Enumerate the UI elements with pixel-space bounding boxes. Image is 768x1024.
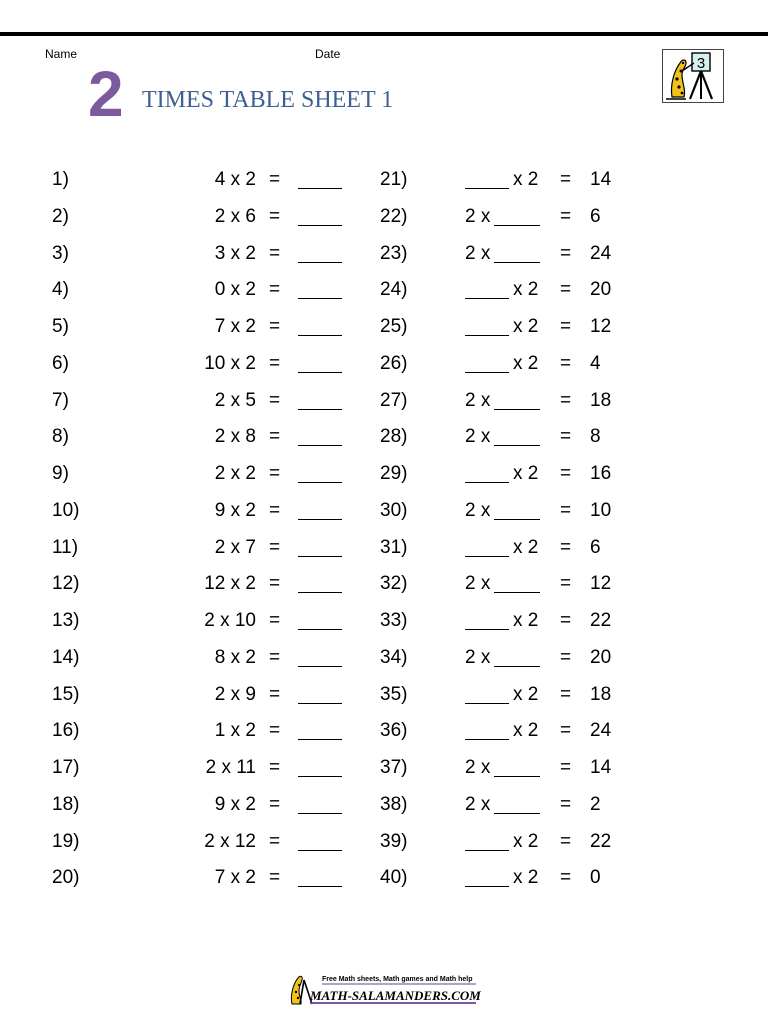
question-number: 19) xyxy=(52,830,80,852)
question-row xyxy=(52,493,422,530)
question-number: 22) xyxy=(380,205,408,227)
missing-factor-blank[interactable] xyxy=(465,613,509,630)
question-number: 27) xyxy=(380,389,408,411)
product-value: 24 xyxy=(590,720,612,742)
question-row xyxy=(52,713,422,750)
question-number: 26) xyxy=(380,352,408,374)
question-row xyxy=(380,603,750,640)
answer-blank[interactable] xyxy=(298,246,342,263)
product-value: 14 xyxy=(590,169,612,190)
question-row xyxy=(52,236,422,273)
missing-factor-blank[interactable] xyxy=(494,503,540,520)
equals-sign: = xyxy=(560,610,572,631)
question-number: 31) xyxy=(380,536,408,558)
equals-sign: = xyxy=(560,205,572,227)
question-row xyxy=(380,750,750,787)
question-expression: 10 x 2 xyxy=(204,352,256,374)
question-expression: x 2 xyxy=(513,279,539,301)
question-row xyxy=(52,530,422,567)
left-question-column xyxy=(52,162,422,897)
question-row xyxy=(380,346,750,383)
answer-blank[interactable] xyxy=(298,393,342,410)
question-expression: 3 x 2 xyxy=(214,242,256,264)
question-row xyxy=(52,824,422,861)
question-row xyxy=(52,860,422,897)
missing-factor-blank[interactable] xyxy=(465,834,509,851)
question-row xyxy=(52,309,422,346)
top-rule xyxy=(0,32,768,36)
answer-blank[interactable] xyxy=(298,209,342,226)
question-row xyxy=(380,236,750,273)
answer-blank[interactable] xyxy=(298,870,342,887)
missing-factor-blank[interactable] xyxy=(465,172,509,189)
question-expression: 7 x 2 xyxy=(214,867,256,889)
question-expression: 2 x 2 xyxy=(214,463,256,484)
equals-sign: = xyxy=(269,169,281,190)
question-expression: 2 x 8 xyxy=(214,426,256,448)
question-number: 4) xyxy=(52,279,69,301)
missing-factor-blank[interactable] xyxy=(465,687,509,704)
missing-factor-blank[interactable] xyxy=(465,870,509,887)
question-row xyxy=(380,824,750,861)
question-expression: 2 x xyxy=(465,389,491,411)
question-row xyxy=(380,677,750,714)
question-number: 6) xyxy=(52,352,69,374)
product-value: 18 xyxy=(590,389,612,411)
question-expression: 2 x xyxy=(465,757,491,778)
question-expression: x 2 xyxy=(513,169,539,190)
question-number: 1) xyxy=(52,169,69,190)
equals-sign: = xyxy=(560,279,572,301)
equals-sign: = xyxy=(269,205,281,227)
question-row xyxy=(380,493,750,530)
equals-sign: = xyxy=(269,316,281,337)
equals-sign: = xyxy=(269,242,281,264)
question-number: 35) xyxy=(380,683,408,705)
question-expression: x 2 xyxy=(513,683,539,705)
equals-sign: = xyxy=(269,499,281,521)
question-expression: 9 x 2 xyxy=(214,793,256,815)
answer-blank[interactable] xyxy=(298,282,342,299)
equals-sign: = xyxy=(560,352,572,374)
equals-sign: = xyxy=(269,279,281,301)
question-number: 24) xyxy=(380,279,408,301)
question-expression: x 2 xyxy=(513,536,539,558)
question-number: 13) xyxy=(52,610,80,631)
equals-sign: = xyxy=(560,426,572,448)
question-number: 17) xyxy=(52,757,80,778)
question-row xyxy=(380,383,750,420)
missing-factor-blank[interactable] xyxy=(494,797,540,814)
question-row xyxy=(52,383,422,420)
question-number: 40) xyxy=(380,867,408,889)
question-row xyxy=(52,750,422,787)
question-row xyxy=(52,640,422,677)
product-value: 4 xyxy=(590,352,601,374)
answer-blank[interactable] xyxy=(298,797,342,814)
equals-sign: = xyxy=(269,793,281,815)
equals-sign: = xyxy=(269,646,281,668)
question-number: 10) xyxy=(52,499,80,521)
question-expression: 2 x 12 xyxy=(204,830,256,852)
question-expression: 2 x xyxy=(465,426,491,448)
equals-sign: = xyxy=(560,463,572,484)
equals-sign: = xyxy=(269,426,281,448)
missing-factor-blank[interactable] xyxy=(494,760,540,777)
question-expression: 2 x xyxy=(465,499,491,521)
question-expression: 2 x xyxy=(465,646,491,668)
question-number: 18) xyxy=(52,793,80,815)
missing-factor-blank[interactable] xyxy=(465,723,509,740)
equals-sign: = xyxy=(560,389,572,411)
question-row xyxy=(380,199,750,236)
question-number: 20) xyxy=(52,867,80,889)
product-value: 6 xyxy=(590,205,601,227)
question-expression: 2 x 6 xyxy=(214,205,256,227)
missing-factor-blank[interactable] xyxy=(465,466,509,483)
missing-factor-blank[interactable] xyxy=(494,576,540,593)
question-row xyxy=(380,456,750,493)
question-row xyxy=(52,456,422,493)
product-value: 24 xyxy=(590,242,612,264)
question-expression: 2 x xyxy=(465,205,491,227)
question-row xyxy=(380,787,750,824)
question-expression: 2 x 5 xyxy=(214,389,256,411)
question-expression: 2 x xyxy=(465,793,491,815)
question-number: 8) xyxy=(52,426,69,448)
question-expression: 2 x 7 xyxy=(214,536,256,558)
equals-sign: = xyxy=(560,536,572,558)
question-expression: 2 x 10 xyxy=(204,610,256,631)
question-row xyxy=(52,346,422,383)
product-value: 18 xyxy=(590,683,612,705)
table-number: 2 xyxy=(88,58,124,130)
answer-blank[interactable] xyxy=(298,613,342,630)
equals-sign: = xyxy=(560,793,572,815)
question-number: 3) xyxy=(52,242,69,264)
question-number: 33) xyxy=(380,610,408,631)
question-number: 14) xyxy=(52,646,80,668)
question-expression: 2 x 11 xyxy=(205,757,256,778)
answer-blank[interactable] xyxy=(298,356,342,373)
product-value: 22 xyxy=(590,610,612,631)
product-value: 20 xyxy=(590,646,612,668)
missing-factor-blank[interactable] xyxy=(494,209,540,226)
question-number: 5) xyxy=(52,316,69,337)
question-number: 32) xyxy=(380,573,408,595)
question-number: 36) xyxy=(380,720,408,742)
question-row xyxy=(52,272,422,309)
question-number: 7) xyxy=(52,389,69,411)
equals-sign: = xyxy=(560,830,572,852)
product-value: 2 xyxy=(590,793,601,815)
answer-blank[interactable] xyxy=(298,172,342,189)
question-expression: 2 x 9 xyxy=(214,683,256,705)
math-salamanders-footer-logo xyxy=(286,970,482,1006)
equals-sign: = xyxy=(269,867,281,889)
equals-sign: = xyxy=(269,720,281,742)
question-row xyxy=(380,419,750,456)
question-expression: 7 x 2 xyxy=(214,316,256,337)
product-value: 20 xyxy=(590,279,612,301)
question-row xyxy=(380,713,750,750)
equals-sign: = xyxy=(269,683,281,705)
product-value: 6 xyxy=(590,536,601,558)
question-expression: 4 x 2 xyxy=(214,169,256,190)
question-expression: 0 x 2 xyxy=(214,279,256,301)
question-number: 15) xyxy=(52,683,80,705)
question-expression: 8 x 2 xyxy=(214,646,256,668)
answer-blank[interactable] xyxy=(298,540,342,557)
name-label: Name xyxy=(45,47,78,61)
equals-sign: = xyxy=(269,536,281,558)
product-value: 22 xyxy=(590,830,612,852)
product-value: 12 xyxy=(590,316,612,337)
answer-blank[interactable] xyxy=(298,319,342,336)
question-expression: x 2 xyxy=(513,867,539,889)
question-number: 16) xyxy=(52,720,80,742)
product-value: 10 xyxy=(590,499,612,521)
equals-sign: = xyxy=(560,757,572,778)
question-number: 30) xyxy=(380,499,408,521)
question-number: 9) xyxy=(52,463,69,484)
equals-sign: = xyxy=(560,573,572,595)
answer-blank[interactable] xyxy=(298,429,342,446)
question-number: 12) xyxy=(52,573,80,595)
question-number: 38) xyxy=(380,793,408,815)
equals-sign: = xyxy=(560,683,572,705)
product-value: 8 xyxy=(590,426,601,448)
answer-blank[interactable] xyxy=(298,576,342,593)
equals-sign: = xyxy=(560,316,572,337)
missing-factor-blank[interactable] xyxy=(494,650,540,667)
question-row xyxy=(52,566,422,603)
equals-sign: = xyxy=(560,646,572,668)
question-expression: x 2 xyxy=(513,610,539,631)
question-number: 39) xyxy=(380,830,408,852)
question-row xyxy=(380,162,750,199)
question-row xyxy=(380,272,750,309)
question-number: 34) xyxy=(380,646,408,668)
question-row xyxy=(52,199,422,236)
question-expression: 2 x xyxy=(465,242,491,264)
answer-blank[interactable] xyxy=(298,834,342,851)
missing-factor-blank[interactable] xyxy=(465,282,509,299)
equals-sign: = xyxy=(269,352,281,374)
question-number: 25) xyxy=(380,316,408,337)
question-row xyxy=(380,530,750,567)
question-expression: x 2 xyxy=(513,352,539,374)
product-value: 14 xyxy=(590,757,612,778)
equals-sign: = xyxy=(560,499,572,521)
question-expression: x 2 xyxy=(513,720,539,742)
answer-blank[interactable] xyxy=(298,650,342,667)
question-expression: 9 x 2 xyxy=(214,499,256,521)
question-number: 29) xyxy=(380,463,408,484)
question-row xyxy=(52,419,422,456)
question-row xyxy=(380,860,750,897)
missing-factor-blank[interactable] xyxy=(494,393,540,410)
equals-sign: = xyxy=(269,463,281,484)
logo-badge-number: 3 xyxy=(696,55,706,72)
answer-blank[interactable] xyxy=(298,723,342,740)
equals-sign: = xyxy=(269,389,281,411)
question-number: 11) xyxy=(52,536,79,558)
question-row xyxy=(52,603,422,640)
question-number: 37) xyxy=(380,757,408,778)
equals-sign: = xyxy=(269,573,281,595)
missing-factor-blank[interactable] xyxy=(465,540,509,557)
question-number: 28) xyxy=(380,426,408,448)
question-expression: x 2 xyxy=(513,316,539,337)
question-expression: x 2 xyxy=(513,463,539,484)
question-row xyxy=(380,566,750,603)
product-value: 0 xyxy=(590,867,601,889)
question-number: 23) xyxy=(380,242,408,264)
question-expression: 1 x 2 xyxy=(214,720,256,742)
footer-tagline: Free Math sheets, Math games and Math help xyxy=(322,976,473,983)
equals-sign: = xyxy=(560,720,572,742)
missing-factor-blank[interactable] xyxy=(465,319,509,336)
answer-blank[interactable] xyxy=(298,466,342,483)
equals-sign: = xyxy=(560,867,572,889)
salamander-logo-icon xyxy=(662,49,724,103)
equals-sign: = xyxy=(269,610,281,631)
footer-brand: MATH-SALAMANDERS.COM xyxy=(310,988,481,1003)
missing-factor-blank[interactable] xyxy=(465,356,509,373)
question-expression: x 2 xyxy=(513,830,539,852)
product-value: 16 xyxy=(590,463,612,484)
question-expression: 12 x 2 xyxy=(204,573,256,595)
question-number: 2) xyxy=(52,205,69,227)
equals-sign: = xyxy=(269,830,281,852)
missing-factor-blank[interactable] xyxy=(494,246,540,263)
equals-sign: = xyxy=(560,242,572,264)
answer-blank[interactable] xyxy=(298,503,342,520)
question-row xyxy=(52,162,422,199)
date-label: Date xyxy=(315,47,341,61)
question-number: 21) xyxy=(380,169,408,190)
equals-sign: = xyxy=(269,757,281,778)
answer-blank[interactable] xyxy=(298,687,342,704)
question-row xyxy=(380,309,750,346)
product-value: 12 xyxy=(590,573,612,595)
question-row xyxy=(52,677,422,714)
missing-factor-blank[interactable] xyxy=(494,429,540,446)
sheet-title: TIMES TABLE SHEET 1 xyxy=(142,87,394,113)
question-row xyxy=(52,787,422,824)
question-expression: 2 x xyxy=(465,573,491,595)
answer-blank[interactable] xyxy=(298,760,342,777)
right-question-column xyxy=(380,162,750,897)
equals-sign: = xyxy=(560,169,572,190)
question-row xyxy=(380,640,750,677)
